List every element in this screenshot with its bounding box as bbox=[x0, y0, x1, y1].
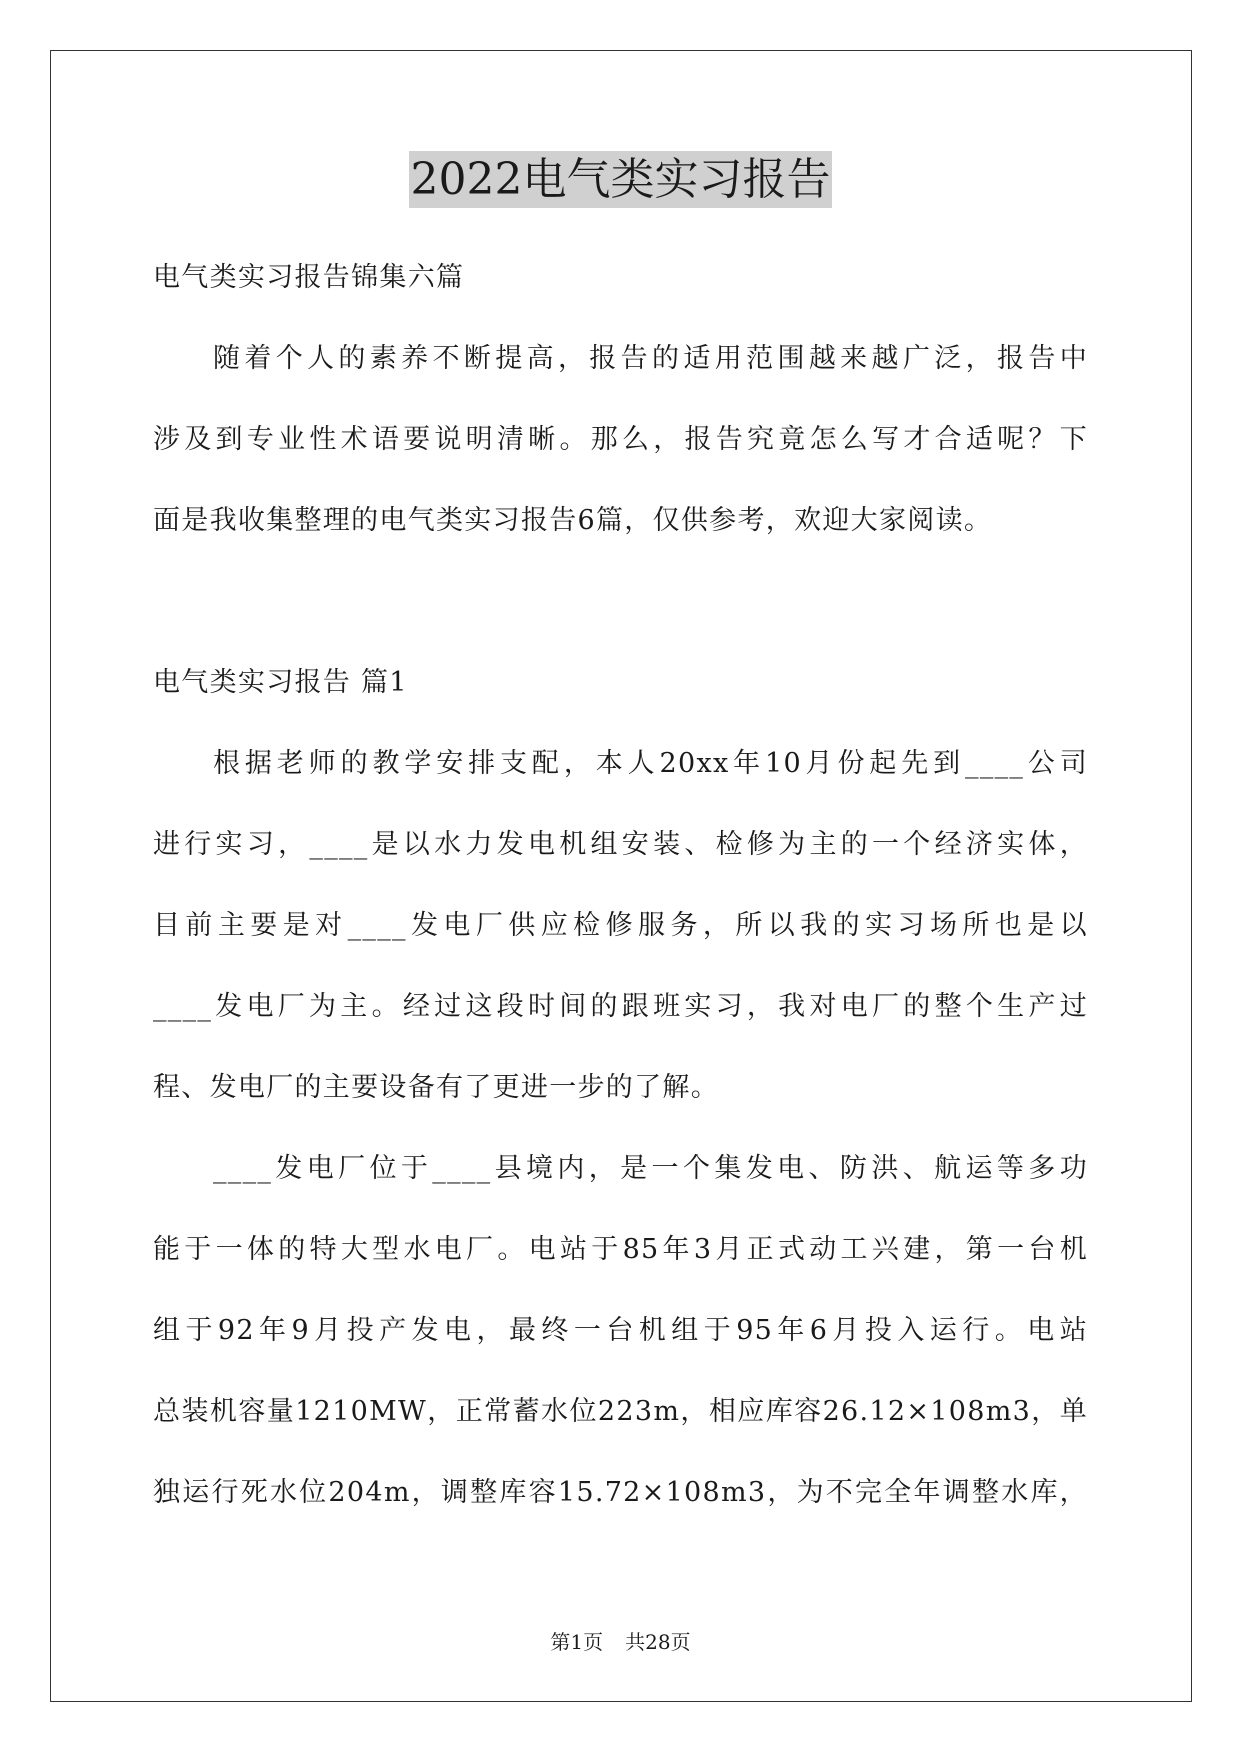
page-total: 共28页 bbox=[625, 1630, 691, 1654]
para1-line: 目前主要是对____发电厂供应检修服务，所以我的实习场所也是以 bbox=[153, 910, 1088, 941]
document-title-text: 2022电气类实习报告 bbox=[409, 151, 833, 208]
document-subtitle: 电气类实习报告锦集六篇 bbox=[153, 262, 465, 293]
intro-line: 随着个人的素养不断提高，报告的适用范围越来越广泛，报告中 bbox=[213, 343, 1088, 374]
intro-line: 涉及到专业性术语要说明清晰。那么，报告究竟怎么写才合适呢？下 bbox=[153, 424, 1088, 455]
page-number: 第1页 bbox=[550, 1630, 604, 1654]
intro-line: 面是我收集整理的电气类实习报告6篇，仅供参考，欢迎大家阅读。 bbox=[153, 505, 993, 536]
para2-line: 能于一体的特大型水电厂。电站于85年3月正式动工兴建，第一台机 bbox=[153, 1234, 1088, 1265]
para1-line: 程、发电厂的主要设备有了更进一步的了解。 bbox=[153, 1072, 719, 1103]
para1-line: 根据老师的教学安排支配，本人20xx年10月份起先到____公司 bbox=[213, 748, 1088, 779]
para2-line: 总装机容量1210MW，正常蓄水位223m，相应库容26.12×108m3，单 bbox=[153, 1396, 1088, 1427]
para2-line: 组于92年9月投产发电，最终一台机组于95年6月投入运行。电站 bbox=[153, 1315, 1088, 1346]
blank-line bbox=[153, 561, 1088, 642]
para1-line: ____发电厂为主。经过这段时间的跟班实习，我对电厂的整个生产过 bbox=[153, 991, 1088, 1022]
para1-line: 进行实习，____是以水力发电机组安装、检修为主的一个经济实体， bbox=[153, 829, 1088, 860]
document-title bbox=[0, 154, 1241, 205]
page-footer bbox=[0, 1626, 1241, 1655]
para2-line: ____发电厂位于____县境内，是一个集发电、防洪、航运等多功 bbox=[213, 1153, 1088, 1184]
para2-line: 独运行死水位204m，调整库容15.72×108m3，为不完全年调整水库， bbox=[153, 1477, 1088, 1508]
document-body bbox=[153, 237, 1088, 1533]
section-heading: 电气类实习报告 篇1 bbox=[153, 667, 408, 698]
